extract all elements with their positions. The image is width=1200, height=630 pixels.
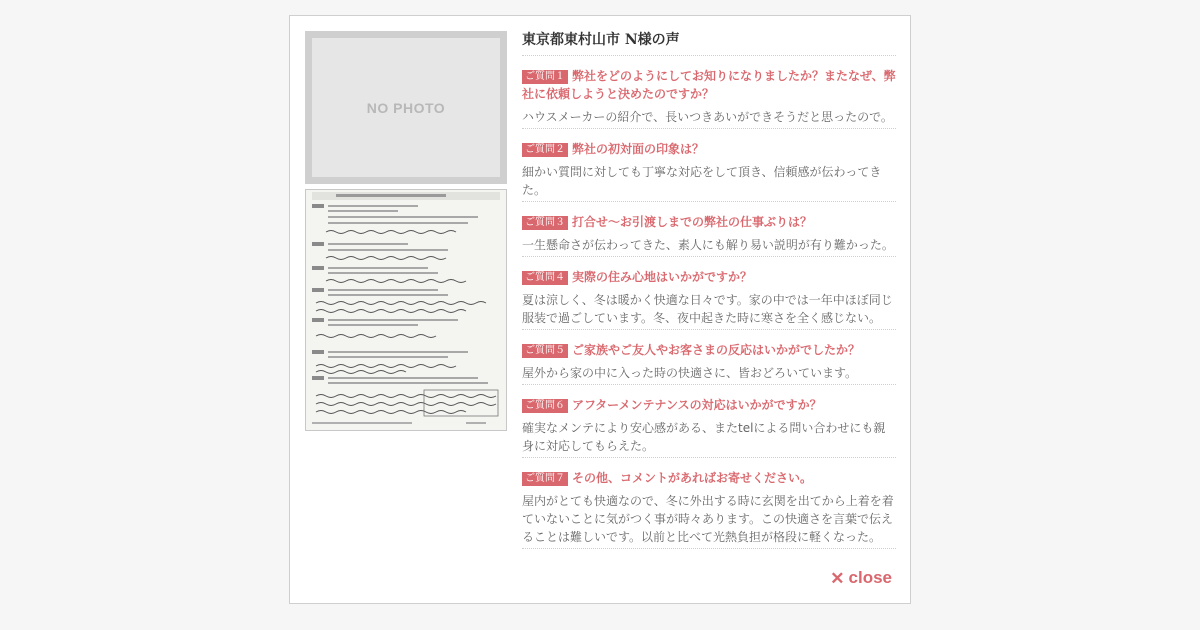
question-4: [522, 268, 896, 286]
photo-column: [305, 31, 507, 431]
close-button[interactable]: [830, 568, 892, 588]
question-badge-5: ご質問５: [522, 344, 568, 358]
question-text-1: 弊社をどのようにしてお知りになりましたか？またなぜ、弊社に依頼しようと決めたのですか？: [522, 69, 896, 101]
question-badge-7: ご質問７: [522, 472, 568, 486]
answer-2: 細かい質問に対しても丁寧な対応をして頂き、信頼感が伝わってきた。: [522, 165, 882, 197]
qa-item-1: [522, 56, 896, 129]
question-2: [522, 140, 896, 158]
question-text-2: 弊社の初対面の印象は？: [572, 142, 705, 156]
qa-item-5: [522, 330, 896, 385]
page-title: 東京都東村山市 N様の声: [522, 30, 896, 56]
question-badge-2: ご質問２: [522, 143, 568, 157]
questionnaire-scan-graphic: [306, 190, 506, 430]
answer-6: 確実なメンテにより安心感がある、またtelによる問い合わせにも親身に対応してもらえた。: [522, 421, 886, 453]
answer-1: ハウスメーカーの紹介で、長いつきあいができそうだと思ったので。: [522, 110, 893, 124]
question-text-6: アフターメンテナンスの対応はいかがですか？: [572, 398, 822, 412]
question-badge-1: ご質問１: [522, 70, 568, 84]
question-text-3: 打合せ～お引渡しまでの弊社の仕事ぶりは？: [572, 215, 813, 229]
question-badge-6: ご質問６: [522, 399, 568, 413]
question-text-5: ご家族やご友人やお客さまの反応はいかがでしたか？: [572, 343, 861, 357]
answer-5: 屋外から家の中に入った時の快適さに、皆おどろいています。: [522, 366, 858, 380]
question-7: [522, 469, 896, 487]
answer-4: 夏は涼しく、冬は暖かく快適な日々です。家の中では一年中ほぼ同じ服装で過ごしています。冬、夜中起きた時に寒さを全く感じない。: [522, 293, 893, 325]
qa-item-2: [522, 129, 896, 202]
close-label: close: [848, 568, 892, 587]
answer-3: 一生懸命さが伝わってきた、素人にも解り易い説明が有り難かった。: [522, 238, 894, 252]
no-photo-placeholder: [305, 31, 507, 184]
answer-7: 屋内がとても快適なので、冬に外出する時に玄関を出てから上着を着ていないことに気がつく事が時々あります。この快適さを言葉で伝えることは難しいです。以前と比べて光熱負担が格段に軽くなった。: [522, 494, 894, 544]
questionnaire-scan-image[interactable]: [305, 189, 507, 431]
question-1: [522, 67, 896, 103]
question-badge-3: ご質問３: [522, 216, 568, 230]
question-text-4: 実際の住み心地はいかがですか？: [572, 270, 753, 284]
question-text-7: その他、コメントがあればお寄せください。: [572, 471, 813, 485]
qa-item-6: [522, 385, 896, 458]
qa-item-7: [522, 458, 896, 549]
testimonial-content: [522, 30, 896, 549]
question-3: [522, 213, 896, 231]
no-photo-label: NO PHOTO: [312, 38, 500, 177]
qa-item-4: [522, 257, 896, 330]
testimonial-modal: [289, 15, 911, 604]
qa-item-3: [522, 202, 896, 257]
close-icon: ✕: [830, 568, 845, 588]
question-6: [522, 396, 896, 414]
question-5: [522, 341, 896, 359]
question-badge-4: ご質問４: [522, 271, 568, 285]
